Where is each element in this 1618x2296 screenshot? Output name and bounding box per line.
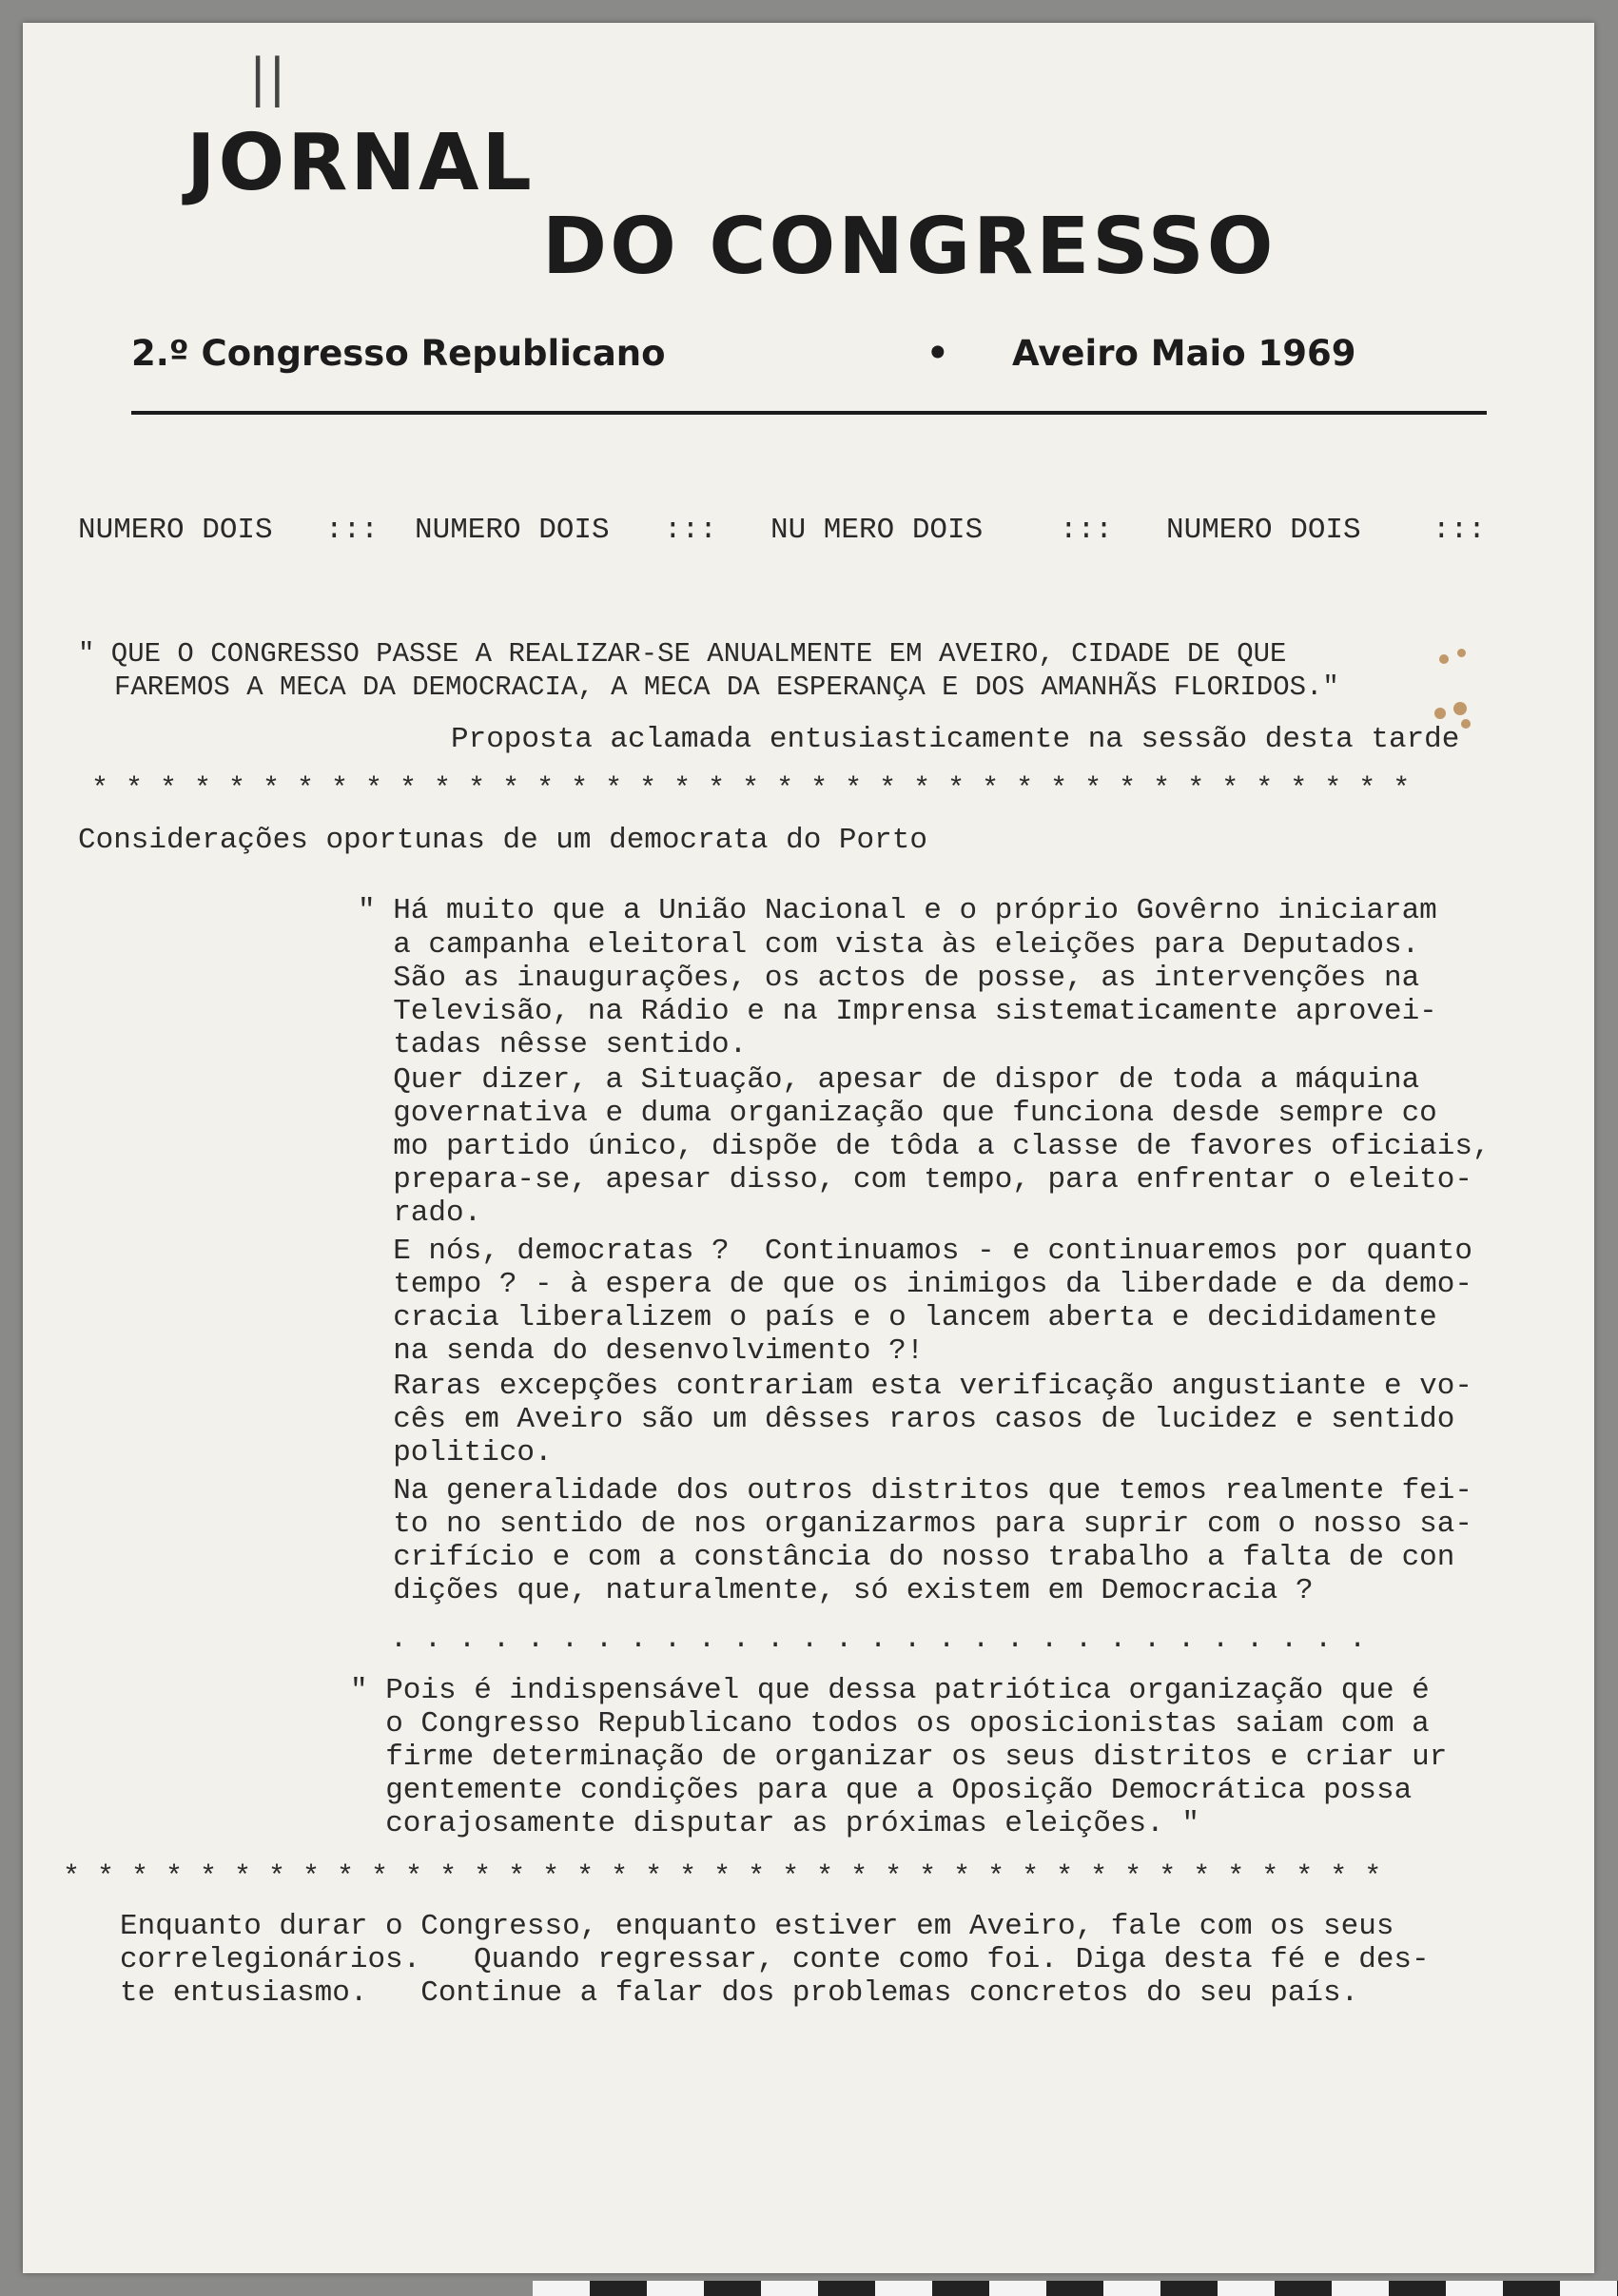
body-line: politico. (358, 1436, 553, 1469)
body-line: dições que, naturalmente, só existem em Democracia ? (358, 1574, 1314, 1607)
body-line: na senda do desenvolvimento ?! (358, 1334, 925, 1368)
body-line: cracia liberalizem o país e o lancem aberta e decididamente (358, 1301, 1437, 1334)
quote-line: " QUE O CONGRESSO PASSE A REALIZAR-SE ANUALMENTE EM AVEIRO, CIDADE DE QUE (78, 638, 1287, 670)
stain-mark (1457, 649, 1466, 657)
stain-mark (1461, 719, 1471, 729)
issue-divider: ::: (1433, 514, 1486, 547)
body-line: crifício e com a constância do nosso trabalho a falta de con (358, 1541, 1455, 1574)
body2-line: firme determinação de organizar os seus distritos e criar ur (350, 1741, 1448, 1774)
body-line: to no sentido de nos organizarmos para suprir com o nosso sa- (358, 1508, 1472, 1541)
body-line: " Há muito que a União Nacional e o próprio Govêrno iniciaram (358, 894, 1437, 927)
body2-line: corajosamente disputar as próximas eleições. " (350, 1807, 1199, 1840)
ellipsis-break: . . . . . . . . . . . . . . . . . . . . . . . . . . . . . (390, 1624, 1367, 1656)
body2-line: " Pois é indispensável que dessa patriótica organização que é (350, 1674, 1430, 1707)
body-line: E nós, democratas ? Continuamos - e continuaremos por quanto (358, 1235, 1472, 1268)
issue-divider: ::: (664, 514, 717, 547)
quote-attribution: Proposta aclamada entusiasticamente na sessão desta tarde (451, 723, 1460, 756)
closing-line: te entusiasmo. Continue a falar dos problemas concretos do seu país. (120, 1976, 1359, 2010)
body-line: São as inaugurações, os actos de posse, as intervenções na (358, 962, 1420, 995)
stain-mark (1453, 702, 1467, 715)
body-line: mo partido único, dispõe de tôda a classe de favores oficiais, (358, 1130, 1491, 1163)
body-line: tempo ? - à espera de que os inimigos da liberdade e da demo- (358, 1268, 1472, 1301)
body2-line: o Congresso Republicano todos os oposicionistas saiam com a (350, 1707, 1430, 1741)
masthead-rule (131, 411, 1487, 415)
scale-ruler (533, 2281, 1618, 2296)
issue-number: NUMERO DOIS (1166, 514, 1361, 547)
place-date: Aveiro Maio 1969 (1012, 333, 1356, 374)
body-line: a campanha eleitoral com vista às eleições para Deputados. (358, 928, 1420, 962)
body-line: Raras excepções contrariam esta verificação angustiante e vo- (358, 1370, 1472, 1403)
body-line: Na generalidade dos outros distritos que temos realmente fei- (358, 1474, 1472, 1508)
pencil-mark: || (249, 48, 288, 107)
issue-divider: ::: (325, 514, 379, 547)
congress-name: 2.º Congresso Republicano (131, 333, 666, 374)
issue-number: NUMERO DOIS (415, 514, 610, 547)
issue-number: NUMERO DOIS (78, 514, 273, 547)
issue-divider: ::: (1060, 514, 1113, 547)
stain-mark (1434, 708, 1446, 719)
masthead-line-2: DO CONGRESSO (542, 202, 1277, 292)
stain-mark (1439, 654, 1449, 664)
masthead-line-1: JORNAL (186, 118, 535, 208)
body-line: prepara-se, apesar disso, com tempo, para enfrentar o eleito- (358, 1163, 1472, 1197)
issue-number: NU MERO DOIS (770, 514, 984, 547)
separator-stars: * * * * * * * * * * * * * * * * * * * * * * * * * * * * * * * * * * * * * * * (63, 1861, 1382, 1894)
body2-line: gentemente condições para que a Oposição Democrática possa (350, 1774, 1413, 1807)
section-title: Considerações oportunas de um democrata do Porto (78, 824, 927, 857)
quote-line: FAREMOS A MECA DA DEMOCRACIA, A MECA DA ESPERANÇA E DOS AMANHÃS FLORIDOS." (114, 671, 1339, 703)
body-line: Quer dizer, a Situação, apesar de dispor de toda a máquina (358, 1063, 1420, 1097)
body-line: Televisão, na Rádio e na Imprensa sistematicamente aprovei- (358, 995, 1437, 1028)
subheader-separator: • (926, 333, 949, 374)
body-line: tadas nêsse sentido. (358, 1028, 748, 1061)
closing-line: Enquanto durar o Congresso, enquanto estiver em Aveiro, fale com os seus (120, 1910, 1394, 1943)
body-line: governativa e duma organização que funciona desde sempre co (358, 1097, 1437, 1130)
separator-stars: * * * * * * * * * * * * * * * * * * * * * * * * * * * * * * * * * * * * * * * (91, 773, 1411, 806)
closing-line: correlegionários. Quando regressar, conte como foi. Diga desta fé e des- (120, 1943, 1430, 1976)
body-line: rado. (358, 1197, 482, 1230)
body-line: cês em Aveiro são um dêsses raros casos de lucidez e sentido (358, 1403, 1455, 1436)
